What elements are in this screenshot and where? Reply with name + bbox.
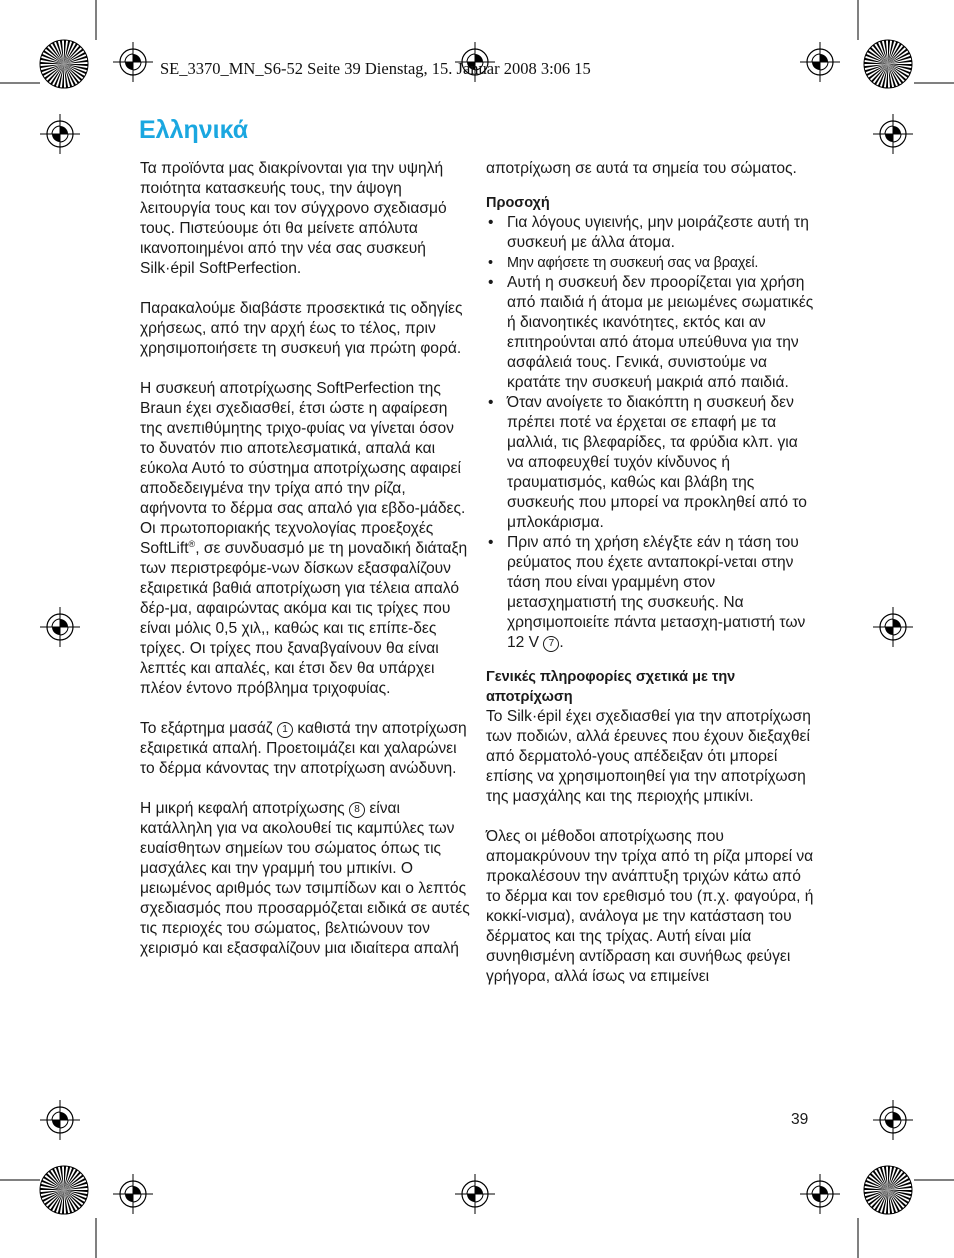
small-head-paragraph: Η μικρή κεφαλή αποτρίχωσης 8 είναι κατάλληλη για να ακολουθεί τις καμπύλες των ευαίσθητων σημείων του σώματος όπως τις μασχάλες και την γραμμή του μπικίνι. Ο μειωμένος αριθμός των τσιμπίδων και ο λεπτός σχεδιασμός που προσαρμόζεται ειδικά σε αυτές τις περιοχές του σώματος, βελτιώνουν τον χειρισμό και εξασφαλίζουν μια ιδιαίτερα απαλή xyxy=(140,800,470,957)
side-effects-paragraph: Όλες οι μέθοδοι αποτρίχωσης που απομακρύνουν την τρίχα από τη ρίζα μπορεί να προκαλέσουν την ανάπτυξη τριχών κάτω από το δέρμα και τον ερεθισμό του (π.χ. φαγούρα, ή κοκκί-νισμα), ανάλογα με την κατάσταση του δέρματος και της τρίχας. Αυτή είναι μία συνηθισμένη αντίδραση και συνήθως φεύγει γρήγορα, αλλά ίσως να επιμείνει xyxy=(486,828,814,985)
right-column xyxy=(486,159,816,987)
registration-crosshair-icon xyxy=(800,42,840,82)
reference-number-8: 8 xyxy=(349,802,365,818)
caution-heading: Προσοχή xyxy=(486,195,550,211)
color-starburst-icon xyxy=(864,40,912,88)
registration-crosshair-icon xyxy=(873,607,913,647)
caution-list xyxy=(486,213,816,653)
list-item: • Όταν ανοίγετε το διακόπτη η συσκευή δεν πρέπει ποτέ να έρχεται σε επαφή με τα μαλλιά, τις βλεφαρίδες, τα φρύδια κλπ. για να αποφευχθεί τυχόν κίνδυνος ή τραυματισμός, καθώς και βλάβη της συσκευής που μπορεί να προκληθεί από το μπλοκάρισμα. xyxy=(486,393,816,533)
softperfection-paragraph: Η συσκευή αποτρίχωσης SoftPerfection της Braun έχει σχεδιασθεί, έτσι ώστε η αφαίρεση της ανεπιθύμητης τριχο-φυίας να γίνεται όσον το δυνατόν πιο αποτελεσματικά, απαλά και εύκολα Αυτό το σύστημα αποτρίχωσης αφαιρεί αποδεδειγμένα την τρίχα από την ρίζα, αφήνοντα το δέρμα σας απαλό για εβδο-μάδες. Οι πρωτοποριακής τεχνολογίας προεξοχές SoftLift®, σε συνδυασμό με τη μοναδική διάταξη των περιστρεφόμε-νων δίσκων εξασφαλίζουν εξαιρετικά βαθιά αποτρίχωση για τέλεια απαλό δέρ-μα, αφαιρώντας ακόμα και τις τρίχες που είναι μόλις 0,5 χιλ,, καθώς και τις επίπε-δες τρίχες. Οι τρίχες που ξαναβγαίνουν θα είναι λεπτές και απαλές, και έτσι δεν θα υπάρχει πλέον έντονο πρόβλημα τριχοφυίας. xyxy=(140,380,468,697)
left-column xyxy=(140,159,470,959)
reference-number-1: 1 xyxy=(277,722,293,738)
page-title: Ελληνικά xyxy=(139,116,249,144)
color-starburst-icon xyxy=(40,1166,88,1214)
registration-crosshair-icon xyxy=(800,1174,840,1214)
massage-attachment-paragraph: Το εξάρτημα μασάζ 1 καθιστά την αποτρίχωση εξαιρετικά απαλή. Προετοιμάζει και χαλαρώνει το δέρμα κάνοντας την αποτρίχωση ανώδυνη. xyxy=(140,720,467,777)
registration-crosshair-icon xyxy=(113,1174,153,1214)
continuation-paragraph: αποτρίχωση σε αυτά τα σημεία του σώματος. xyxy=(486,160,797,177)
reference-number-7: 7 xyxy=(543,636,559,652)
intro-paragraph: Τα προϊόντα μας διακρίνονται για την υψηλή ποιότητα κατασκευής τους, την άψογη λειτουργία τους και τον σύγχρονο σχεδιασμό τους. Πιστεύουμε ότι θα μείνετε απόλυτα ικανοποιημένοι από την νέα σας συσκευή Silk·épil SoftPerfection. xyxy=(140,160,447,277)
list-item: • Για λόγους υγιεινής, μην μοιράζεστε αυτή τη συσκευή με άλλα άτομα. xyxy=(486,213,816,253)
registration-crosshair-icon xyxy=(40,114,80,154)
registration-crosshair-icon xyxy=(873,1100,913,1140)
color-starburst-icon xyxy=(40,40,88,88)
color-starburst-icon xyxy=(864,1166,912,1214)
read-instructions-paragraph: Παρακαλούμε διαβάστε προσεκτικά τις οδηγίες χρήσεως, από την αρχή έως το τέλος, πριν χρησιμοποιήσετε τη συσκευή για πρώτη φορά. xyxy=(140,300,463,357)
list-item: • Μην αφήσετε τη συσκευή σας να βραχεί. xyxy=(486,253,816,273)
general-info-paragraph: Το Silk·épil έχει σχεδιασθεί για την αποτρίχωση των ποδιών, αλλά έρευνες που έχουν διεξαχθεί από δερματολό-γους απέδειξαν ότι μπορεί επίσης να χρησιμοποιηθεί για την αποτρίχωση της μασχάλης και της περιοχής μπικίνι. xyxy=(486,708,811,805)
general-info-heading: Γενικές πληροφορίες σχετικά με την αποτρίχωση xyxy=(486,669,736,705)
registration-crosshair-icon xyxy=(873,114,913,154)
list-item: • Αυτή η συσκευή δεν προορίζεται για χρήση από παιδιά ή άτομα με μειωμένες σωματικές ή διανοητικές ικανότητες, εκτός και αν επιτηρούνται από άτομα υπεύθυνα για την ασφάλειά τους. Γενικά, συνιστούμε να κρατάτε την συσκευή μακριά από παιδιά. xyxy=(486,273,816,393)
list-item: • Πριν από τη χρήση ελέγξτε εάν η τάση του ρεύματος που έχετε ανταποκρί-νεται στην τάση που είναι γραμμένη στον μετασχηματιστή της συσκευής. Να χρησιμοποιείτε πάντα μετασχη-ματιστή των 12 V 7 . xyxy=(486,533,816,653)
registered-mark: ® xyxy=(188,538,196,549)
registration-crosshair-icon xyxy=(40,607,80,647)
page-number: 39 xyxy=(791,1111,809,1128)
registration-crosshair-icon xyxy=(113,42,153,82)
registration-crosshair-icon xyxy=(40,1100,80,1140)
registration-crosshair-icon xyxy=(455,1174,495,1214)
print-slug: SE_3370_MN_S6-52 Seite 39 Dienstag, 15. Januar 2008 3:06 15 xyxy=(160,59,591,78)
